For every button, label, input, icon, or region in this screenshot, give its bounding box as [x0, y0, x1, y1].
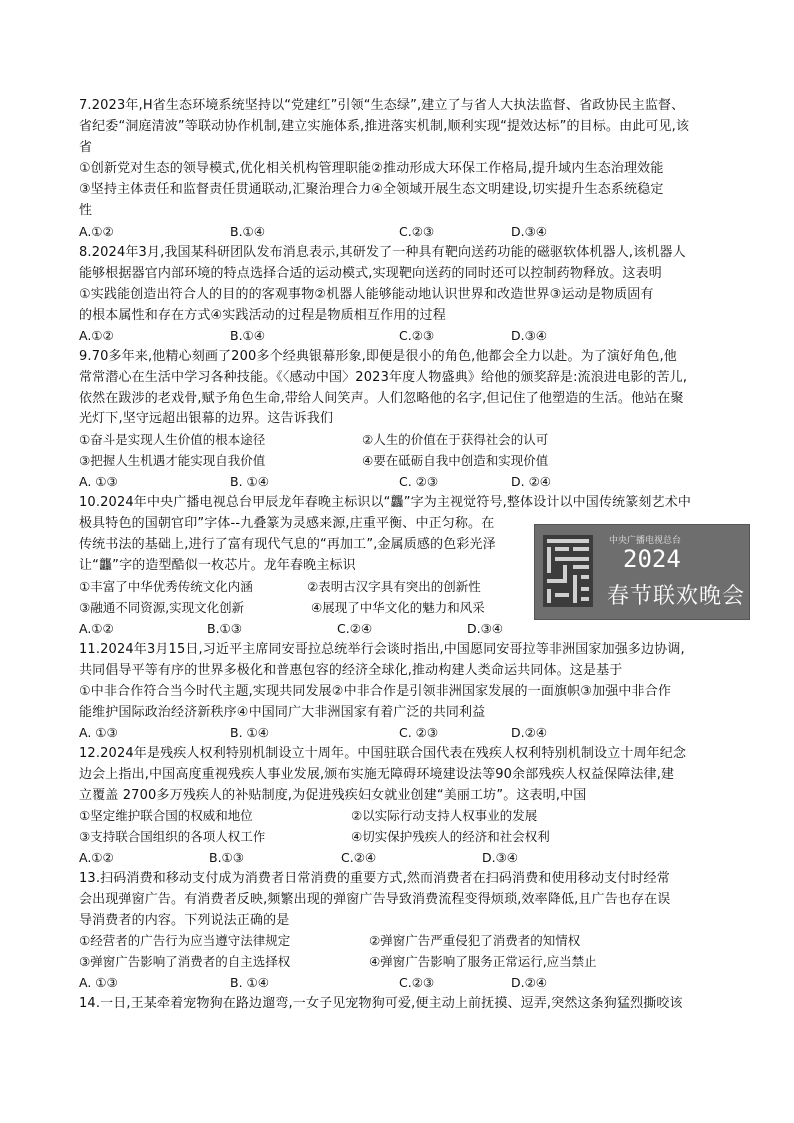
- long-seal-logo-icon: [543, 535, 593, 607]
- choice-1: ①丰富了中华优秀传统文化内涵: [79, 579, 253, 594]
- option-d: D.③④: [482, 850, 519, 865]
- choice-2: ②以实际行动支持人权事业的发展: [351, 808, 538, 823]
- option-a: A.①②: [79, 224, 114, 239]
- option-d: D.③④: [467, 621, 504, 636]
- gala-caption-year: 2024: [623, 545, 681, 573]
- question-text-line: ③坚持主体责任和监督责任贯通联动,汇聚治理合力④全领域开展生态文明建设,切实提升生态系统稳定: [79, 182, 664, 197]
- question-text-line: 让“龘”字的造型酷似一枚芯片。龙年春晚主标识: [79, 558, 356, 573]
- question-text-line: 依然在跋涉的老戏骨,赋予角色生命,带给人间笑声。人们忽略他的名字,但记住了他塑造的生活。他站在聚: [79, 391, 684, 406]
- question-text-line: 边会上指出,中国高度重视残疾人事业发展,颁布实施无障碍环境建设法等90余部残疾人权益保障法律,建: [79, 767, 675, 782]
- option-c: C.②④: [337, 621, 373, 636]
- question-text-line: 共同倡导平等有序的世界多极化和普惠包容的经济全球化,推动构建人类命运共同体。这是基于: [79, 663, 623, 678]
- question-text-line: ①中非合作符合当今时代主题,实现共同发展②中非合作是引领非洲国家发展的一面旗帜③加强中非合作: [79, 684, 671, 699]
- choice-1: ①奋斗是实现人生价值的根本途径: [79, 432, 266, 447]
- option-b: B. ①④: [230, 725, 269, 740]
- choice-3: ③支持联合国组织的各项人权工作: [79, 829, 266, 844]
- choice-1: ①坚定维护联合国的权威和地位: [79, 808, 253, 823]
- question-text-line: 导消费者的内容。下列说法正确的是: [79, 913, 290, 928]
- question-text-line: 9.70多年来,他精心刻画了200多个经典银幕形象,即便是很小的角色,他都会全力以赴。为了演好角色,他: [79, 349, 677, 364]
- gala-logo-image: [534, 524, 750, 620]
- choice-4: ④弹窗广告影响了服务正常运行,应当禁止: [369, 954, 597, 969]
- option-d: D.③④: [511, 224, 548, 239]
- gala-caption-small: 中央广播电视总台: [609, 536, 682, 546]
- choice-1: ①经营者的广告行为应当遵守法律规定: [79, 933, 291, 948]
- question-text-line: 省: [79, 140, 93, 155]
- option-c: C.②③: [399, 975, 435, 990]
- option-b: B. ①④: [230, 975, 269, 990]
- choice-4: ④切实保护残疾人的经济和社会权利: [351, 829, 550, 844]
- option-c: C.②③: [399, 328, 435, 343]
- gala-caption-title: 春节联欢晚会: [607, 584, 746, 609]
- option-a: A. ①③: [79, 725, 118, 740]
- option-a: A. ①③: [79, 975, 118, 990]
- option-b: B. ①④: [230, 474, 269, 489]
- question-text-line: 14.一日,王某牵着宠物狗在路边遛弯,一女子见宠物狗可爱,便主动上前抚摸、逗弄,突然这条狗猛烈撕咬该: [79, 996, 683, 1011]
- choice-4: ④要在砥砺自我中创造和实现价值: [362, 453, 549, 468]
- question-text-line: 常常潜心在生活中学习各种技能。《〈感动中国〉2023年度人物盛典》给他的颁奖辞是:流浪进电影的苦儿,: [79, 370, 688, 385]
- option-c: C.②③: [399, 224, 435, 239]
- question-text-line: 8.2024年3月,我国某科研团队发布消息表示,其研发了一种具有靶向送药功能的磁驱软体机器人,该机器人: [79, 245, 686, 260]
- question-text-line: 10.2024年中央广播电视总台甲辰龙年春晚主标识以“龘”字为主视觉符号,整体设计以中国传统篆刻艺术中: [79, 495, 692, 510]
- choice-4: ④展现了中华文化的魅力和风采: [311, 600, 485, 615]
- question-text-line: 的根本属性和存在方式④实践活动的过程是物质相互作用的过程: [79, 308, 446, 323]
- question-text-line: 能够根据器官内部环境的特点选择合适的运动模式,实现靶向送药的同时还可以控制药物释放。这表明: [79, 266, 662, 281]
- question-text-line: 会出现弹窗广告。有消费者反映,频繁出现的弹窗广告导致消费流程变得烦琐,效率降低,且广告也存在误: [79, 892, 671, 907]
- question-text-line: 传统书法的基础上,进行了富有现代气息的“再加工”,金属质感的色彩光泽: [79, 537, 496, 552]
- option-d: D.③④: [511, 328, 548, 343]
- option-a: A.①②: [79, 850, 114, 865]
- question-text-line: 13.扫码消费和移动支付成为消费者日常消费的重要方式,然而消费者在扫码消费和使用移动支付时经常: [79, 871, 670, 886]
- option-a: A.①②: [79, 328, 114, 343]
- option-c: C.②④: [341, 850, 377, 865]
- choice-3: ③融通不同资源,实现文化创新: [79, 600, 245, 615]
- question-text-line: ①创新党对生态的领导模式,优化相关机构管理职能②推动形成大环保工作格局,提升域内生态治理效能: [79, 161, 664, 176]
- question-text-line: 能维护国际政治经济新秩序④中国同广大非洲国家有着广泛的共同利益: [79, 705, 486, 720]
- question-text-line: 极具特色的国朝官印”字体--九叠篆为灵感来源,庄重平衡、中正匀称。在: [79, 516, 495, 531]
- option-d: D.②④: [511, 725, 548, 740]
- option-c: C. ②③: [399, 474, 439, 489]
- choice-3: ③弹窗广告影响了消费者的自主选择权: [79, 954, 291, 969]
- question-text-line: 立覆盖 2700多万残疾人的补贴制度,为促进残疾妇女就业创建“美丽工坊”。这表明,中国: [79, 788, 587, 803]
- option-b: B.①④: [230, 328, 265, 343]
- option-d: D. ②④: [511, 474, 551, 489]
- option-b: B.①③: [207, 621, 242, 636]
- question-text-line: 11.2024年3月15日,习近平主席同安哥拉总统举行会谈时指出,中国愿同安哥拉等非洲国家加强多边协调,: [79, 642, 685, 657]
- question-text-line: ①实践能创造出符合人的目的的客观事物②机器人能够能动地认识世界和改造世界③运动是物质固有: [79, 287, 654, 302]
- question-text-line: 省纪委“洞庭清波”等联动协作机制,建立实施体系,推进落实机制,顺利实现“提效达标”的目标。由此可见,该: [79, 119, 690, 134]
- choice-2: ②人生的价值在于获得社会的认可: [362, 432, 549, 447]
- question-text-line: 7.2023年,H省生态环境系统坚持以“党建红”引领“生态绿”,建立了与省人大执法监督、省政协民主监督、: [79, 98, 685, 113]
- option-c: C. ②③: [399, 725, 439, 740]
- option-a: A.①②: [79, 621, 114, 636]
- option-b: B.①③: [209, 850, 244, 865]
- question-text-line: 性: [79, 203, 93, 218]
- choice-2: ②表明古汉字具有突出的创新性: [307, 579, 481, 594]
- choice-2: ②弹窗广告严重侵犯了消费者的知情权: [369, 933, 581, 948]
- question-text-line: 光灯下,坚守远超出银幕的边界。这告诉我们: [79, 411, 334, 426]
- option-b: B.①④: [230, 224, 265, 239]
- option-d: D.②④: [511, 975, 548, 990]
- choice-3: ③把握人生机遇才能实现自我价值: [79, 453, 266, 468]
- question-text-line: 12.2024年是残疾人权利特别机制设立十周年。中国驻联合国代表在残疾人权利特别机制设立十周年纪念: [79, 746, 687, 761]
- option-a: A. ①③: [79, 474, 118, 489]
